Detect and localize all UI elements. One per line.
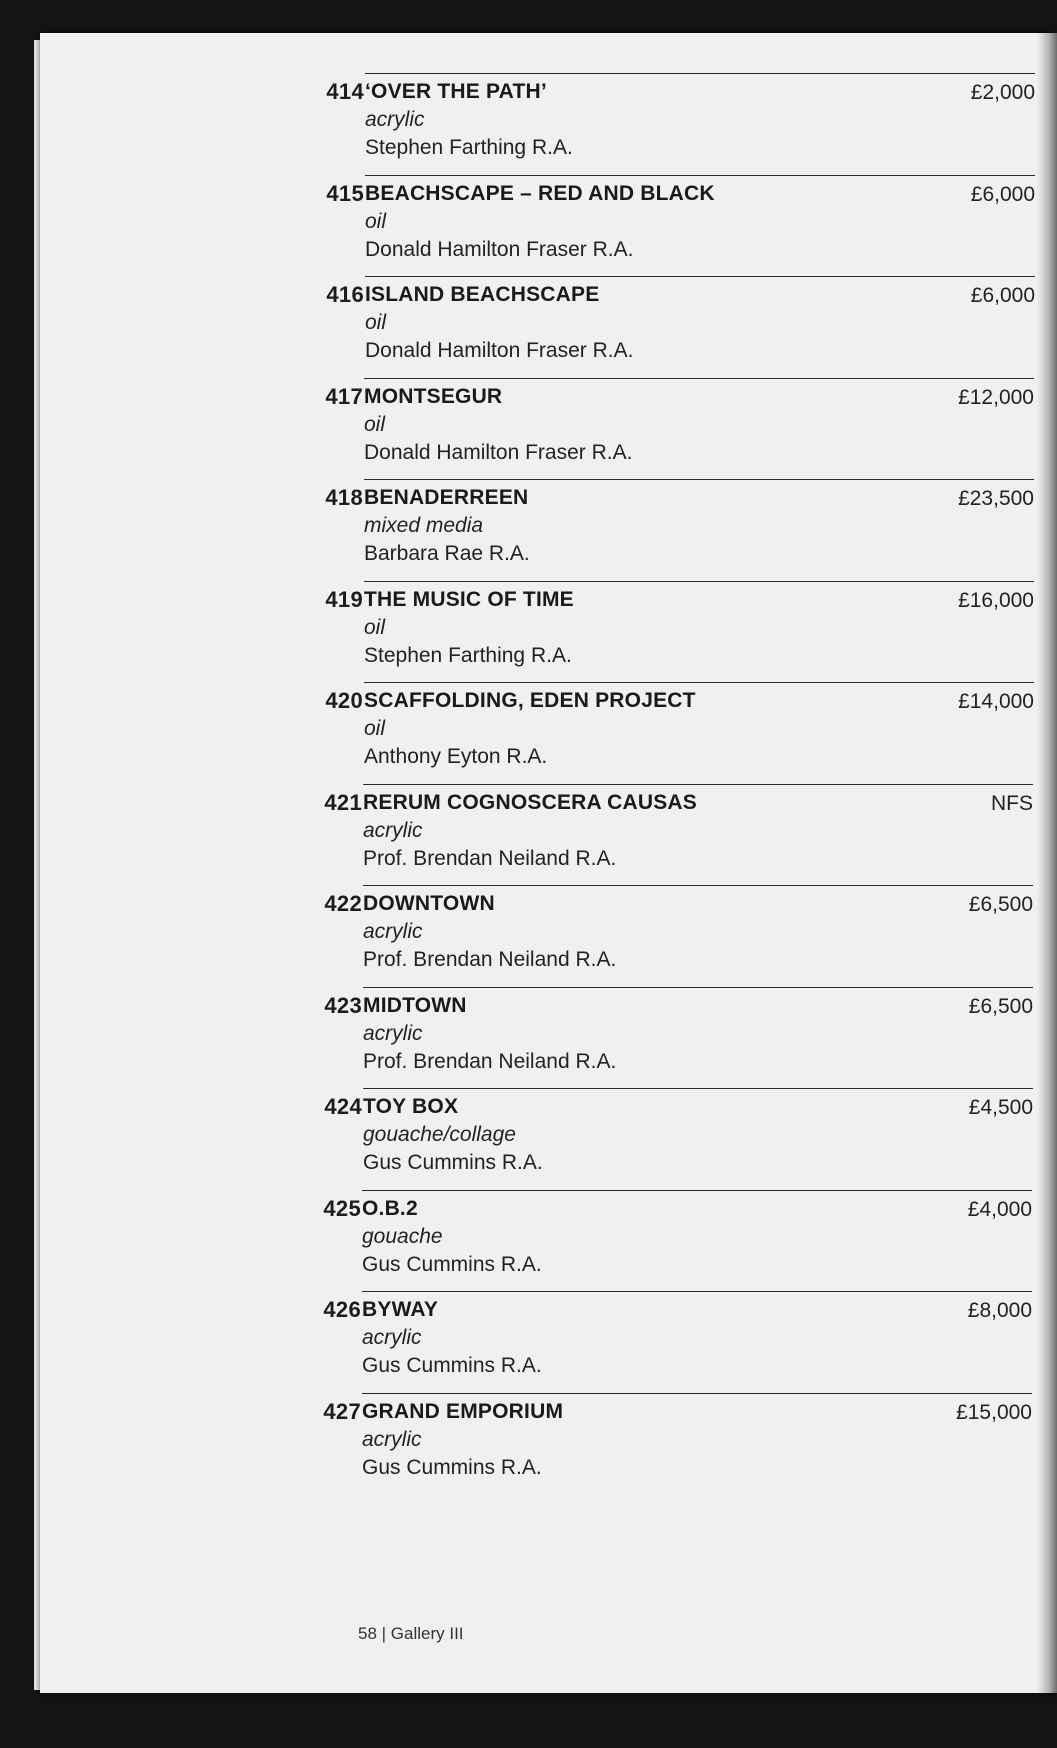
entry-artist: Gus Cummins R.A. (362, 1455, 542, 1479)
entry-number: 423 (324, 992, 362, 1018)
catalogue-entry (0, 1190, 1054, 1291)
entry-price: £2,000 (970, 81, 1035, 104)
entry-artist: Prof. Brendan Neiland R.A. (363, 1049, 617, 1073)
catalogue-entry (0, 1393, 1054, 1494)
entry-divider (363, 1088, 1033, 1089)
entry-price: £6,500 (968, 893, 1033, 916)
entry-number: 425 (323, 1195, 361, 1221)
catalogue-entry (0, 73, 1057, 174)
entry-artist: Anthony Eyton R.A. (364, 745, 548, 768)
entry-artist: Gus Cummins R.A. (362, 1252, 542, 1276)
entry-number: 422 (324, 891, 362, 916)
entry-title: TOY BOX (363, 1095, 459, 1118)
entry-artist: Prof. Brendan Neiland R.A. (363, 846, 617, 870)
entry-title: MONTSEGUR (364, 384, 503, 408)
catalogue-entry (0, 1291, 1054, 1392)
entry-divider (364, 581, 1034, 582)
entry-title: DOWNTOWN (363, 892, 495, 915)
entry-price: NFS (991, 791, 1033, 815)
entry-artist: Donald Hamilton Fraser R.A. (365, 339, 634, 362)
entry-number: 427 (323, 1398, 361, 1424)
entry-title: GRAND EMPORIUM (362, 1399, 564, 1423)
entry-price: £14,000 (958, 690, 1034, 713)
entry-divider (362, 1190, 1032, 1191)
entry-number: 417 (325, 383, 363, 409)
entry-divider (364, 479, 1034, 480)
entry-medium: mixed media (364, 514, 484, 537)
entry-number: 426 (323, 1297, 361, 1322)
entry-artist: Prof. Brendan Neiland R.A. (363, 948, 617, 971)
entry-divider (362, 1291, 1032, 1292)
catalogue-entry (0, 784, 1055, 885)
entry-number: 420 (325, 688, 363, 713)
entry-medium: oil (364, 615, 386, 639)
entry-title: ‘OVER THE PATH’ (365, 80, 547, 103)
entry-divider (365, 175, 1035, 176)
entry-artist: Donald Hamilton Fraser R.A. (365, 237, 634, 261)
entry-medium: oil (365, 209, 387, 233)
entry-medium: oil (365, 311, 387, 334)
entry-price: £6,000 (970, 284, 1035, 307)
entry-number: 414 (326, 79, 364, 104)
catalogue-entry (0, 581, 1056, 682)
entry-divider (363, 987, 1033, 988)
entry-medium: acrylic (363, 920, 423, 943)
entry-number: 416 (326, 282, 364, 307)
catalogue-entry (0, 987, 1055, 1088)
entry-divider (364, 378, 1034, 379)
entry-title: BENADERREEN (364, 486, 529, 509)
page-footer: 58 | Gallery III (358, 1624, 464, 1643)
entry-medium: oil (364, 412, 386, 436)
entry-price: £4,000 (967, 1197, 1032, 1221)
catalogue-entry (0, 378, 1056, 479)
catalogue-entry (0, 1088, 1055, 1189)
entry-artist: Stephen Farthing R.A. (365, 136, 573, 159)
entry-divider (363, 784, 1033, 785)
entry-title: ISLAND BEACHSCAPE (365, 283, 600, 306)
entry-medium: acrylic (365, 108, 425, 131)
entry-price: £8,000 (967, 1299, 1032, 1322)
entry-medium: oil (364, 717, 386, 740)
entry-price: £16,000 (958, 588, 1034, 612)
entry-number: 415 (326, 180, 364, 206)
catalogue-entry (0, 175, 1057, 276)
entry-medium: acrylic (363, 818, 423, 842)
catalogue-entry (0, 479, 1056, 580)
entry-price: £6,500 (968, 994, 1033, 1018)
entry-medium: acrylic (362, 1326, 422, 1349)
entry-artist: Stephen Farthing R.A. (364, 643, 572, 667)
entry-number: 419 (325, 586, 363, 612)
entry-artist: Donald Hamilton Fraser R.A. (364, 440, 633, 464)
entry-number: 421 (324, 789, 362, 815)
entry-number: 424 (324, 1094, 362, 1119)
entry-price: £15,000 (956, 1400, 1032, 1424)
entry-title: SCAFFOLDING, EDEN PROJECT (364, 689, 696, 712)
entry-artist: Barbara Rae R.A. (364, 542, 530, 565)
catalogue-entry (0, 276, 1057, 377)
entry-medium: gouache (362, 1224, 443, 1248)
entry-medium: acrylic (363, 1021, 423, 1045)
entry-price: £23,500 (958, 487, 1034, 510)
entry-title: BYWAY (362, 1298, 439, 1321)
entry-title: MIDTOWN (363, 993, 467, 1017)
entry-medium: acrylic (362, 1427, 422, 1451)
entry-divider (365, 276, 1035, 277)
catalogue-entry (0, 885, 1055, 986)
entry-divider (365, 73, 1035, 74)
entry-title: RERUM COGNOSCERA CAUSAS (363, 790, 698, 814)
catalogue-entry (0, 682, 1056, 783)
entry-medium: gouache/collage (363, 1123, 516, 1146)
entry-price: £12,000 (958, 385, 1034, 409)
entry-divider (364, 682, 1034, 683)
entry-artist: Gus Cummins R.A. (362, 1354, 542, 1377)
entry-price: £4,500 (968, 1096, 1033, 1119)
entry-title: O.B.2 (362, 1196, 418, 1220)
entry-title: BEACHSCAPE – RED AND BLACK (365, 181, 715, 205)
entry-artist: Gus Cummins R.A. (363, 1151, 543, 1174)
entry-number: 418 (325, 485, 363, 510)
entry-divider (363, 885, 1033, 886)
entry-title: THE MUSIC OF TIME (364, 587, 574, 611)
entry-divider (362, 1393, 1032, 1394)
entry-price: £6,000 (970, 182, 1035, 206)
